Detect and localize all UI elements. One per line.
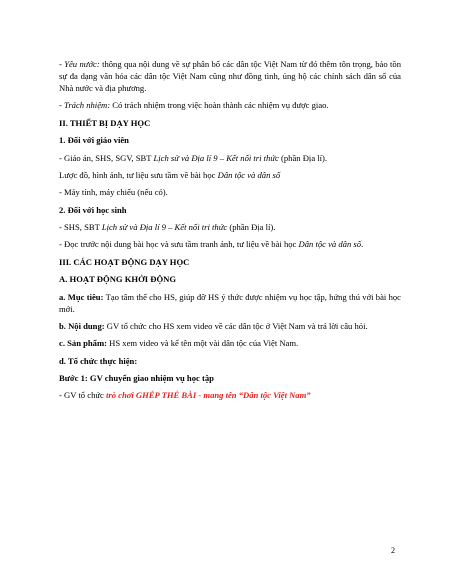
gv-materials-line (59, 152, 401, 164)
heading-hoc-sinh: 2. Đối với học sinh (59, 204, 127, 215)
game-dash: - mang tên (196, 390, 239, 401)
heading-giao-vien: 1. Đối với giáo viên (59, 135, 129, 146)
page-number: 2 (391, 546, 395, 555)
text: (phần Địa lí). (227, 222, 276, 233)
text: Lược đồ, hình ảnh, tư liệu sưu tầm về bài học (59, 170, 218, 180)
page-content (59, 58, 401, 407)
gv-devices-line: - Máy tính, máy chiếu (nếu có). (59, 187, 168, 198)
paragraph-muc-tieu (59, 291, 401, 315)
text: - Giáo án, SHS, SGV, SBT (59, 152, 154, 163)
label-noi-dung: b. Nội dung: (59, 320, 105, 331)
hs-prepare-line (59, 238, 401, 250)
hs-books-line (59, 221, 401, 233)
label-muc-tieu: a. Mục tiêu: (59, 291, 104, 302)
label-yeu-nuoc: - Yêu nước: (59, 59, 100, 69)
text-trach-nhiem: Có trách nhiệm trong việc hoàn thành các nhiệm vụ được giao. (110, 100, 329, 111)
heading-to-chuc: d. Tổ chức thực hiện: (59, 355, 138, 366)
heading-thiet-bi: II. THIẾT BỊ DẠY HỌC (59, 117, 151, 128)
lesson-title: Dân tộc và dân số (217, 170, 281, 180)
text-san-pham: HS xem video và kể tên một vài dân tộc của Việt Nam. (107, 338, 299, 349)
label-trach-nhiem: - Trách nhiệm: (59, 100, 111, 111)
paragraph-yeu-nuoc (59, 58, 401, 94)
paragraph-tro-choi (59, 389, 401, 401)
text-muc-tieu: Tạo tâm thế cho HS, giúp đỡ HS ý thức được nhiệm vụ học tập, hứng thú với bài học mới. (59, 291, 401, 314)
paragraph-trach-nhiem (59, 99, 401, 111)
heading-khoi-dong: A. HOẠT ĐỘNG KHỞI ĐỘNG (59, 274, 177, 285)
paragraph-san-pham (59, 337, 401, 349)
game-title: “Dân tộc Việt Nam” (238, 390, 311, 401)
lesson-title: Dân tộc và dân số (298, 239, 362, 250)
book-title: Lịch sử và Địa lí 9 – Kết nối tri thức (153, 152, 279, 163)
gv-maps-line (59, 169, 401, 181)
game-name: trò chơi GHÉP THẺ BÀI (105, 390, 197, 401)
label-san-pham: c. Sản phẩm: (59, 338, 107, 349)
text-noi-dung: GV tổ chức cho HS xem video về các dân tộc ở Việt Nam và trả lời câu hỏi. (104, 320, 368, 331)
text: (phần Địa lí). (278, 152, 328, 163)
heading-hoat-dong: III. CÁC HOẠT ĐỘNG DẠY HỌC (59, 256, 190, 267)
text-yeu-nuoc: thông qua nội dung về sự phân bố các dân tộc Việt Nam từ đó thêm tôn trọng, bảo tồn sự đa dạng văn hóa các dân tộc Việt Nam cũng như đồng tình, ủng hộ các chính sách dân số của Nhà nước và địa phương. (59, 59, 402, 94)
book-title: Lịch sử và Địa lí 9 – Kết nối tri thức (101, 222, 228, 233)
text: . (361, 239, 364, 250)
text: - SHS, SBT (59, 222, 102, 233)
text: - Đọc trước nội dung bài học và sưu tầm tranh ảnh, tư liệu về bài học (59, 239, 299, 250)
heading-buoc-1: Bước 1: GV chuyển giao nhiệm vụ học tập (59, 373, 214, 383)
paragraph-noi-dung (59, 320, 401, 332)
text: - GV tổ chức (59, 390, 106, 401)
